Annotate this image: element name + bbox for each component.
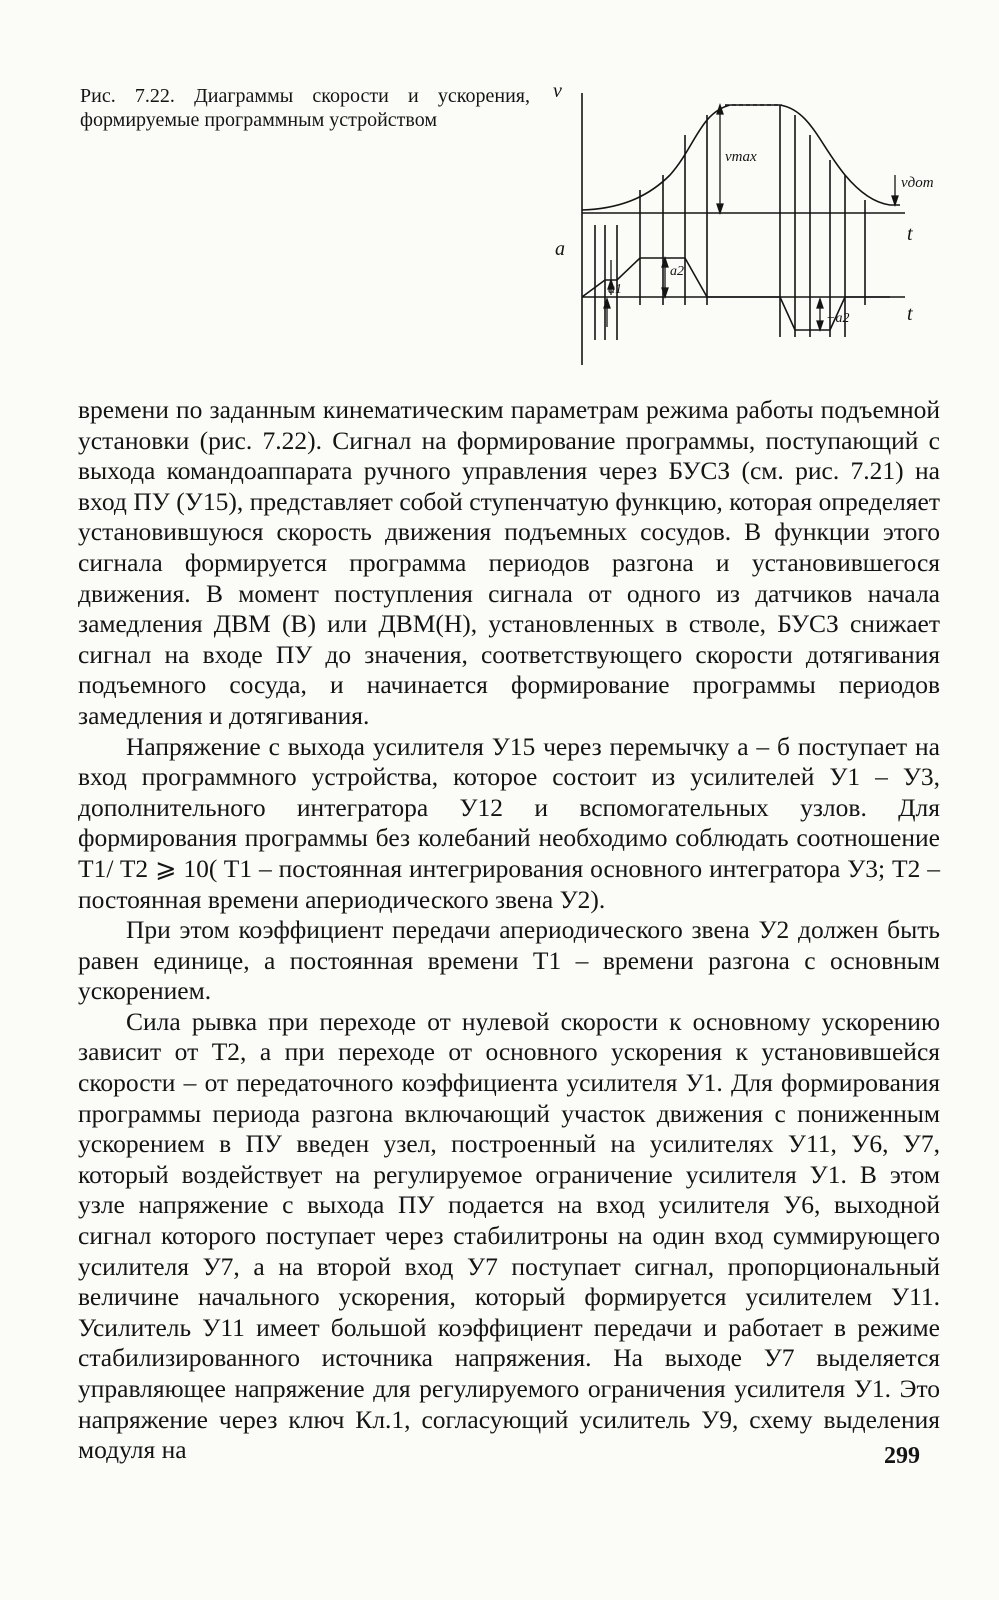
label-v: v [553, 80, 562, 102]
body-text [78, 395, 940, 1466]
paragraph-4: Сила рывка при переходе от нулевой скорости к основному ускорению зависит от T2, а при переходе от основного ускорения к установившейся скорости – от передаточного коэффициента усилителя У1. Для формирования программы периода разгона включающий участок движения с пониженным ускорением в ПУ введен узел, построенный на усилителях У11, У6, У7, который воздействует на регулируемое ограничение усилителя У1. В этом узле напряжение с выхода ПУ подается на вход усилителя У6, выходной сигнал которого поступает через стабилитроны на один вход суммирующего усилителя У7, а на второй вход У7 поступает сигнал, пропорциональный величине начального ускорения, который формируется усилителем У11. Усилитель У11 имеет большой коэффициент передачи и работает в режиме стабилизированного источника напряжения. На выходе У7 выделяется управляющее напряжение для регулируемого ограничения усилителя У1. Это напряжение через ключ Кл.1, согласующий усилитель У9, схему выделения модуля на [78, 1006, 940, 1465]
diagram-svg [545, 75, 965, 375]
label-a1: a1 [608, 282, 622, 297]
label-t-top: t [907, 223, 913, 245]
label-vmax: vmax [725, 149, 757, 165]
label-neg-a2: −a2 [826, 311, 850, 326]
velocity-acceleration-diagram [545, 75, 965, 375]
paragraph-1: времени по заданным кинематическим параметрам режима работы подъемной установки (рис. 7.22). Сигнал на формирование программы, поступающий с выхода командоаппарата ручного управления через БУСЗ (см. рис. 7.21) на вход ПУ (У15), представляет собой ступенчатую функцию, которая определяет установившуюся скорость движения подъемных сосудов. В функции этого сигнала формируется программа периодов разгона и установившегося движения. В момент поступления сигнала от одного из датчиков начала замедления ДВМ (В) или ДВМ(Н), установленных в стволе, БУСЗ снижает сигнал на входе ПУ до значения, соответствующего скорости дотягивания подъемного сосуда, и начинается формирование программы периодов замедления и дотягивания. [78, 395, 940, 730]
label-a: a [555, 238, 565, 260]
label-a2: a2 [670, 264, 684, 279]
page-number: 299 [884, 1443, 920, 1469]
label-t-bottom: t [907, 303, 913, 325]
label-vdot: vдот [901, 175, 934, 191]
figure-caption: Рис. 7.22. Диаграммы скорости и ускорения, формируемые программным устройством [80, 85, 530, 131]
paragraph-3: При этом коэффициент передачи апериодического звена У2 должен быть равен единице, а постоянная времени T1 – времени разгона с основным ускорением. [78, 915, 940, 1006]
paragraph-2: Напряжение с выхода усилителя У15 через перемычку a – б поступает на вход программного устройства, которое состоит из усилителей У1 – У3, дополнительного интегратора У12 и вспомогательных узлов. Для формирования программы без колебаний необходимо соблюдать соотношение T1/ T2 ⩾ 10( T1 – постоянная интегрирования основного интегратора У3; T2 – постоянная времени апериодического звена У2). [78, 731, 940, 914]
